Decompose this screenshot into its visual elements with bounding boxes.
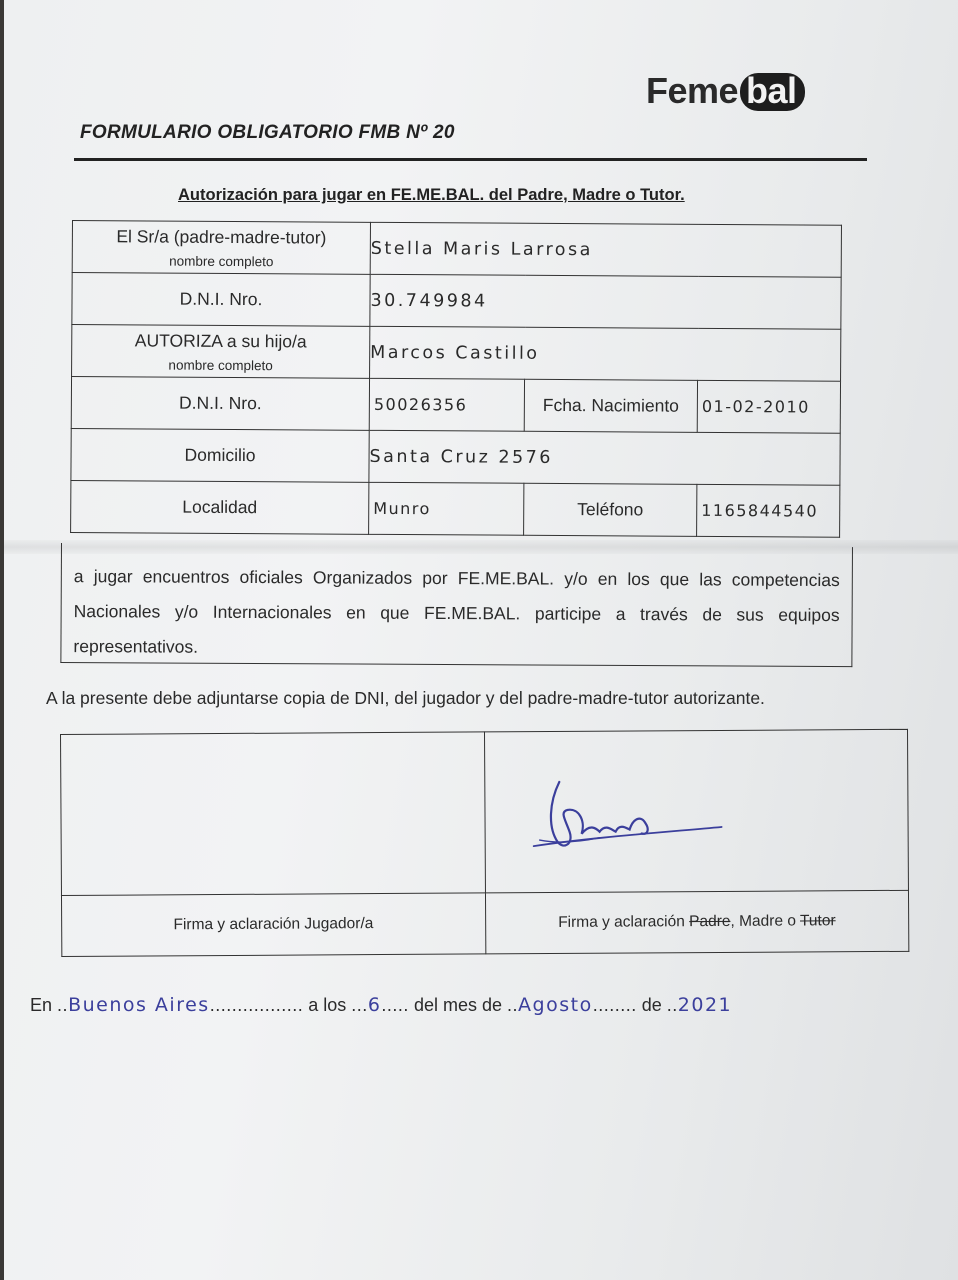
birth-date-value: 01-02-2010: [697, 380, 840, 433]
parent-name-value: Stella Maris Larrosa: [370, 222, 841, 277]
date-line: En ..Buenos Aires................. a los ...6..... del mes de ..Agosto........ de ..2021: [30, 994, 733, 1016]
table-row: [72, 325, 841, 382]
child-dni-value: 50026356: [369, 378, 524, 431]
header-divider: [74, 158, 867, 161]
city-value: Munro: [369, 482, 524, 535]
date-city: Buenos Aires: [68, 994, 210, 1016]
parent-dni-value: 30.749984: [370, 274, 841, 329]
table-row: [72, 273, 841, 330]
date-day: 6: [367, 994, 382, 1016]
child-name-value: Marcos Castillo: [370, 326, 841, 381]
birth-date-label: Fcha. Nacimiento: [524, 379, 697, 432]
form-code: FORMULARIO OBLIGATORIO FMB Nº 20: [80, 122, 455, 143]
table-row: [61, 729, 909, 895]
authorization-table: [70, 220, 842, 538]
handwritten-signature: [529, 771, 730, 862]
date-month: Agosto: [518, 994, 593, 1016]
femebal-logo: Feme bal: [646, 70, 805, 112]
signature-table: [60, 729, 909, 957]
table-row: [71, 377, 840, 434]
attachment-notice: A la presente debe adjuntarse copia de DNI, del jugador y del padre-madre-tutor autorizante.: [46, 688, 765, 708]
table-row: [71, 428, 840, 485]
date-year: 2021: [677, 994, 733, 1016]
table-row: [72, 221, 841, 278]
child-dni-label: D.N.I. Nro.: [71, 377, 369, 431]
parent-signature-label: Firma y aclaración Padre, Madre o Tutor: [485, 890, 909, 954]
table-row: [71, 480, 840, 537]
parent-name-label: El Sr/a (padre-madre-tutor) nombre completo: [72, 221, 370, 275]
authorization-paragraph: a jugar encuentros oficiales Organizados por FE.ME.BAL. y/o en los que las competencias Nacionales y/o Internacionales en que FE.ME.BAL. participe a través de sus equipos representativos.: [60, 543, 853, 667]
table-row: [61, 890, 908, 956]
city-label: Localidad: [71, 480, 369, 534]
phone-label: Teléfono: [524, 483, 697, 536]
address-label: Domicilio: [71, 428, 369, 482]
player-signature-label: Firma y aclaración Jugador/a: [61, 893, 485, 957]
parent-signature-box: [484, 729, 908, 893]
parent-dni-label: D.N.I. Nro.: [72, 273, 370, 327]
address-value: Santa Cruz 2576: [369, 430, 840, 485]
player-signature-box: [61, 732, 485, 896]
form-subtitle: Autorización para jugar en FE.ME.BAL. del Padre, Madre o Tutor.: [178, 186, 685, 204]
form-page: [4, 0, 958, 1280]
child-name-label: AUTORIZA a su hijo/a nombre completo: [72, 325, 370, 379]
phone-value: 1165844540: [697, 484, 840, 537]
